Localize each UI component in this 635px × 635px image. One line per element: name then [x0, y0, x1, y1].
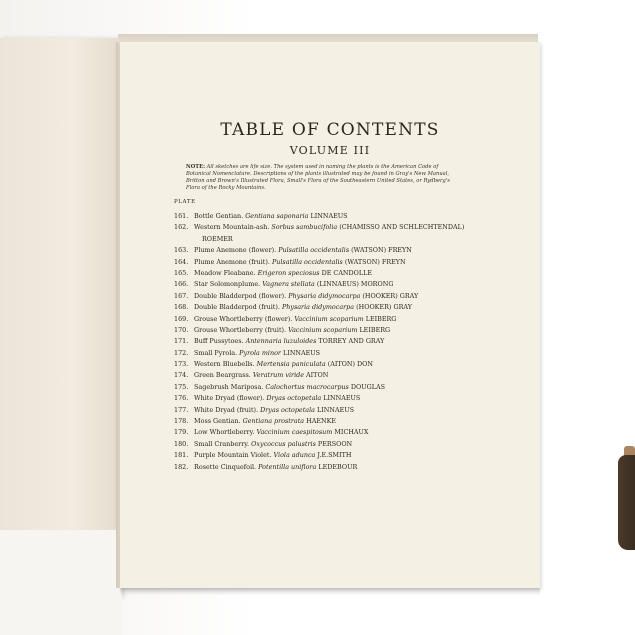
- scientific-name: Viola adunca: [273, 451, 316, 460]
- scientific-name: Pyrola minor: [239, 348, 281, 357]
- common-name: Purple Mountain Violet.: [194, 451, 272, 460]
- plate-number: 172.: [174, 348, 189, 357]
- author-name: (CHAMISSO AND SCHLECHTENDAL): [339, 223, 465, 232]
- contents-entry: [174, 234, 534, 245]
- plate-number: 164.: [174, 257, 189, 266]
- common-name: Moss Gentian.: [194, 417, 241, 426]
- scientific-name: Sorbus sambucifolia: [271, 223, 338, 232]
- author-name: (HOOKER) GRAY: [362, 291, 419, 300]
- scientific-name: Dryas octopetala: [260, 405, 315, 414]
- contents-entry: [174, 302, 534, 313]
- author-name: ROEMER: [202, 234, 233, 243]
- scientific-name: Calochortus macrocarpus: [265, 382, 349, 391]
- author-name: DOUGLAS: [350, 382, 385, 391]
- scientific-name: Pulsatilla occidentalis: [271, 257, 343, 266]
- volume-heading: VOLUME III: [289, 144, 371, 157]
- contents-entry: [174, 268, 534, 279]
- contents-entry: [174, 439, 534, 450]
- contents-entry: [174, 450, 534, 461]
- contents-entry: [174, 393, 534, 404]
- contents-entry: [174, 370, 534, 381]
- scientific-name: Physaria didymocarpa: [281, 303, 355, 312]
- plate-number: 178.: [174, 417, 189, 426]
- scientific-name: Vaccinium caespitosum: [256, 428, 333, 437]
- author-name: LINNAEUS: [323, 394, 361, 403]
- plate-number: 177.: [174, 405, 189, 414]
- scientific-name: Dryas octopetala: [266, 394, 322, 403]
- page-shadow: [120, 588, 540, 596]
- scientific-name: Physaria didymocarpa: [288, 291, 361, 300]
- scientific-name: Pulsatilla occidentalis: [278, 246, 350, 255]
- left-strip: [0, 530, 122, 635]
- plate-number: 179.: [174, 428, 189, 437]
- contents-entry: [174, 325, 534, 336]
- common-name: Green Beargrass.: [194, 371, 251, 380]
- common-name: Western Bluebells.: [194, 360, 255, 369]
- contents-entry: [174, 245, 534, 256]
- common-name: White Dryad (fruit).: [194, 405, 259, 414]
- note-paragraph: [186, 164, 454, 192]
- plate-number: 175.: [174, 382, 189, 391]
- plate-number: 162.: [174, 223, 189, 232]
- scientific-name: Gentiana saponaria: [245, 212, 309, 220]
- contents-list: [174, 211, 534, 473]
- plate-number: 163.: [174, 246, 189, 255]
- author-name: LEDEBOUR: [318, 462, 358, 471]
- author-name: PERSOON: [317, 439, 353, 448]
- contents-entry: [174, 222, 534, 233]
- common-name: Double Bladderpod (fruit).: [194, 303, 280, 312]
- background-prop: [618, 455, 635, 550]
- plate-number: 181.: [174, 451, 189, 460]
- common-name: Small Pyrola.: [194, 348, 238, 357]
- author-name: TORREY AND GRAY: [318, 337, 385, 346]
- plate-number: 173.: [174, 360, 189, 369]
- contents-entry: [174, 314, 534, 325]
- scientific-name: Vaccinium scoparium: [294, 314, 364, 323]
- contents-entry: [174, 336, 534, 347]
- contents-entry: [174, 279, 534, 290]
- common-name: Bottle Gentian.: [194, 212, 244, 220]
- contents-entry: [174, 291, 534, 302]
- common-name: Plume Anemone (flower).: [194, 246, 277, 255]
- plate-number: 166.: [174, 280, 189, 289]
- scientific-name: Potentilla uniflora: [258, 462, 317, 471]
- scientific-name: Vaccinium scoparium: [288, 325, 358, 334]
- contents-entry: [174, 348, 534, 359]
- author-name: MICHAUX: [334, 428, 369, 437]
- left-page: [0, 38, 122, 598]
- plate-number: 168.: [174, 303, 189, 312]
- author-name: (WATSON) FREYN: [344, 257, 406, 266]
- scientific-name: Vagnera stellata: [262, 280, 315, 289]
- author-name: LEIBERG: [359, 325, 391, 334]
- author-name: DE CANDOLLE: [321, 268, 373, 277]
- contents-entry: [174, 382, 534, 393]
- plate-number: 176.: [174, 394, 189, 403]
- contents-entry: [174, 257, 534, 268]
- scientific-name: Antennaria luzuloides: [245, 337, 317, 346]
- common-name: Meadow Fleabane.: [194, 268, 256, 277]
- plate-number: 182.: [174, 462, 189, 471]
- common-name: Star Solomonplume.: [194, 280, 261, 289]
- note-label: NOTE:: [186, 164, 205, 170]
- contents-entry: [174, 359, 534, 370]
- plate-number: 171.: [174, 337, 189, 346]
- contents-entry: [174, 427, 534, 438]
- scientific-name: Mertensia paniculata: [256, 360, 326, 369]
- plate-number: 180.: [174, 439, 189, 448]
- common-name: Sagebrush Mariposa.: [194, 382, 264, 391]
- author-name: LINNAEUS: [310, 212, 348, 220]
- plate-number: 167.: [174, 291, 189, 300]
- contents-entry: [174, 405, 534, 416]
- author-name: LEIBERG: [365, 314, 397, 323]
- plate-number: 170.: [174, 325, 189, 334]
- author-name: HAENKE: [306, 417, 337, 426]
- contents-entry: [174, 416, 534, 427]
- author-name: (HOOKER) GRAY: [356, 303, 412, 312]
- author-name: AITON: [306, 371, 329, 380]
- note-text: All sketches are life size. The system used in naming the plants is the American Code of Botanical Nomenclature. Descriptions of the plants illustrated may be found in Gray's New Manual, Britton and Brown's Illustrated Flora, Small's Flora of the Southeastern United States, or Rydberg's Flora of the Rocky Mountains.: [186, 164, 450, 191]
- scientific-name: Erigeron speciosus: [257, 268, 320, 277]
- common-name: Buff Pussytoes.: [194, 337, 244, 346]
- common-name: Low Whortleberry.: [194, 428, 255, 437]
- author-name: LINNAEUS: [317, 405, 354, 414]
- common-name: Plume Anemone (fruit).: [194, 257, 270, 266]
- common-name: Small Cranberry.: [194, 439, 250, 448]
- scientific-name: Gentiana prostrata: [242, 417, 305, 426]
- plate-number: 169.: [174, 314, 189, 323]
- common-name: Double Bladderpod (flower).: [194, 291, 287, 300]
- page-title: TABLE OF CONTENTS: [220, 120, 440, 140]
- author-name: (AITON) DON: [327, 360, 373, 369]
- plate-number: 174.: [174, 371, 189, 380]
- common-name: Grouse Whortleberry (flower).: [194, 314, 293, 323]
- author-name: LINNAEUS: [283, 348, 321, 357]
- scientific-name: Veratrum viride: [252, 371, 304, 380]
- plate-number: 161.: [174, 212, 189, 220]
- common-name: Western Mountain-ash.: [194, 223, 270, 232]
- author-name: (LINNAEUS) MORONG: [316, 280, 394, 289]
- contents-entry: [174, 462, 534, 473]
- common-name: White Dryad (flower).: [194, 394, 265, 403]
- author-name: (WATSON) FREYN: [351, 246, 412, 255]
- plate-number: 165.: [174, 268, 189, 277]
- common-name: Rosette Cinquefoil.: [194, 462, 257, 471]
- contents-entry: [174, 211, 534, 222]
- plate-column-label: PLATE: [174, 199, 196, 205]
- common-name: Grouse Whortleberry (fruit).: [194, 325, 287, 334]
- author-name: J.E.SMITH: [317, 451, 352, 460]
- scientific-name: Oxycoccus palustris: [251, 439, 316, 448]
